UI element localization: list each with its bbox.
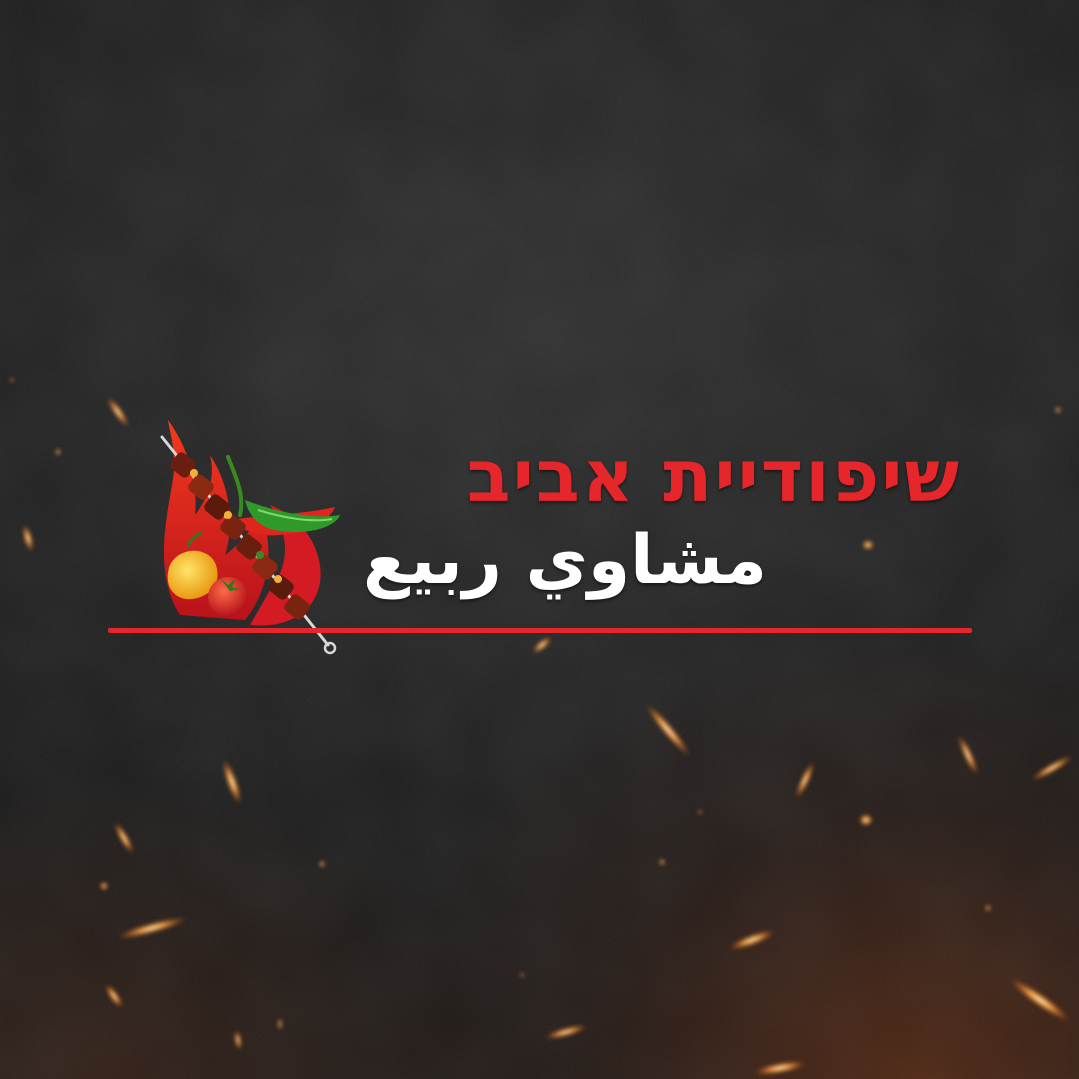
ember-spark	[219, 758, 245, 807]
ember-spark	[100, 882, 108, 890]
ember-spark	[55, 449, 61, 455]
ember-spark	[520, 973, 524, 977]
ember-spark	[544, 1022, 589, 1041]
ember-spark	[659, 859, 665, 865]
brand-title-hebrew: שיפודיית אביב	[466, 434, 961, 518]
ember-spark	[21, 523, 36, 552]
ember-spark	[116, 914, 188, 942]
ember-spark	[1055, 407, 1061, 413]
brand-title-arabic: مشاوي ربيع	[363, 521, 767, 600]
skewer-flame-pepper-icon	[150, 415, 350, 655]
ember-spark	[728, 927, 777, 953]
ember-spark	[862, 540, 874, 550]
ember-spark	[233, 1030, 242, 1051]
ember-spark	[319, 861, 325, 867]
ember-spark	[754, 1059, 807, 1078]
ember-spark	[103, 982, 126, 1010]
ember-spark	[985, 905, 991, 911]
brand-underline-divider	[108, 628, 972, 633]
ember-spark	[642, 701, 693, 760]
ember-spark	[104, 395, 131, 429]
ember-spark	[1029, 753, 1075, 784]
ember-spark	[955, 733, 981, 776]
ember-spark	[278, 1018, 282, 1030]
ember-spark	[530, 634, 554, 656]
ember-spark	[10, 378, 14, 382]
ember-spark	[793, 760, 817, 800]
ember-spark	[859, 814, 873, 826]
ember-spark	[698, 810, 702, 814]
ember-spark	[112, 820, 137, 855]
ember-spark	[1007, 974, 1073, 1025]
